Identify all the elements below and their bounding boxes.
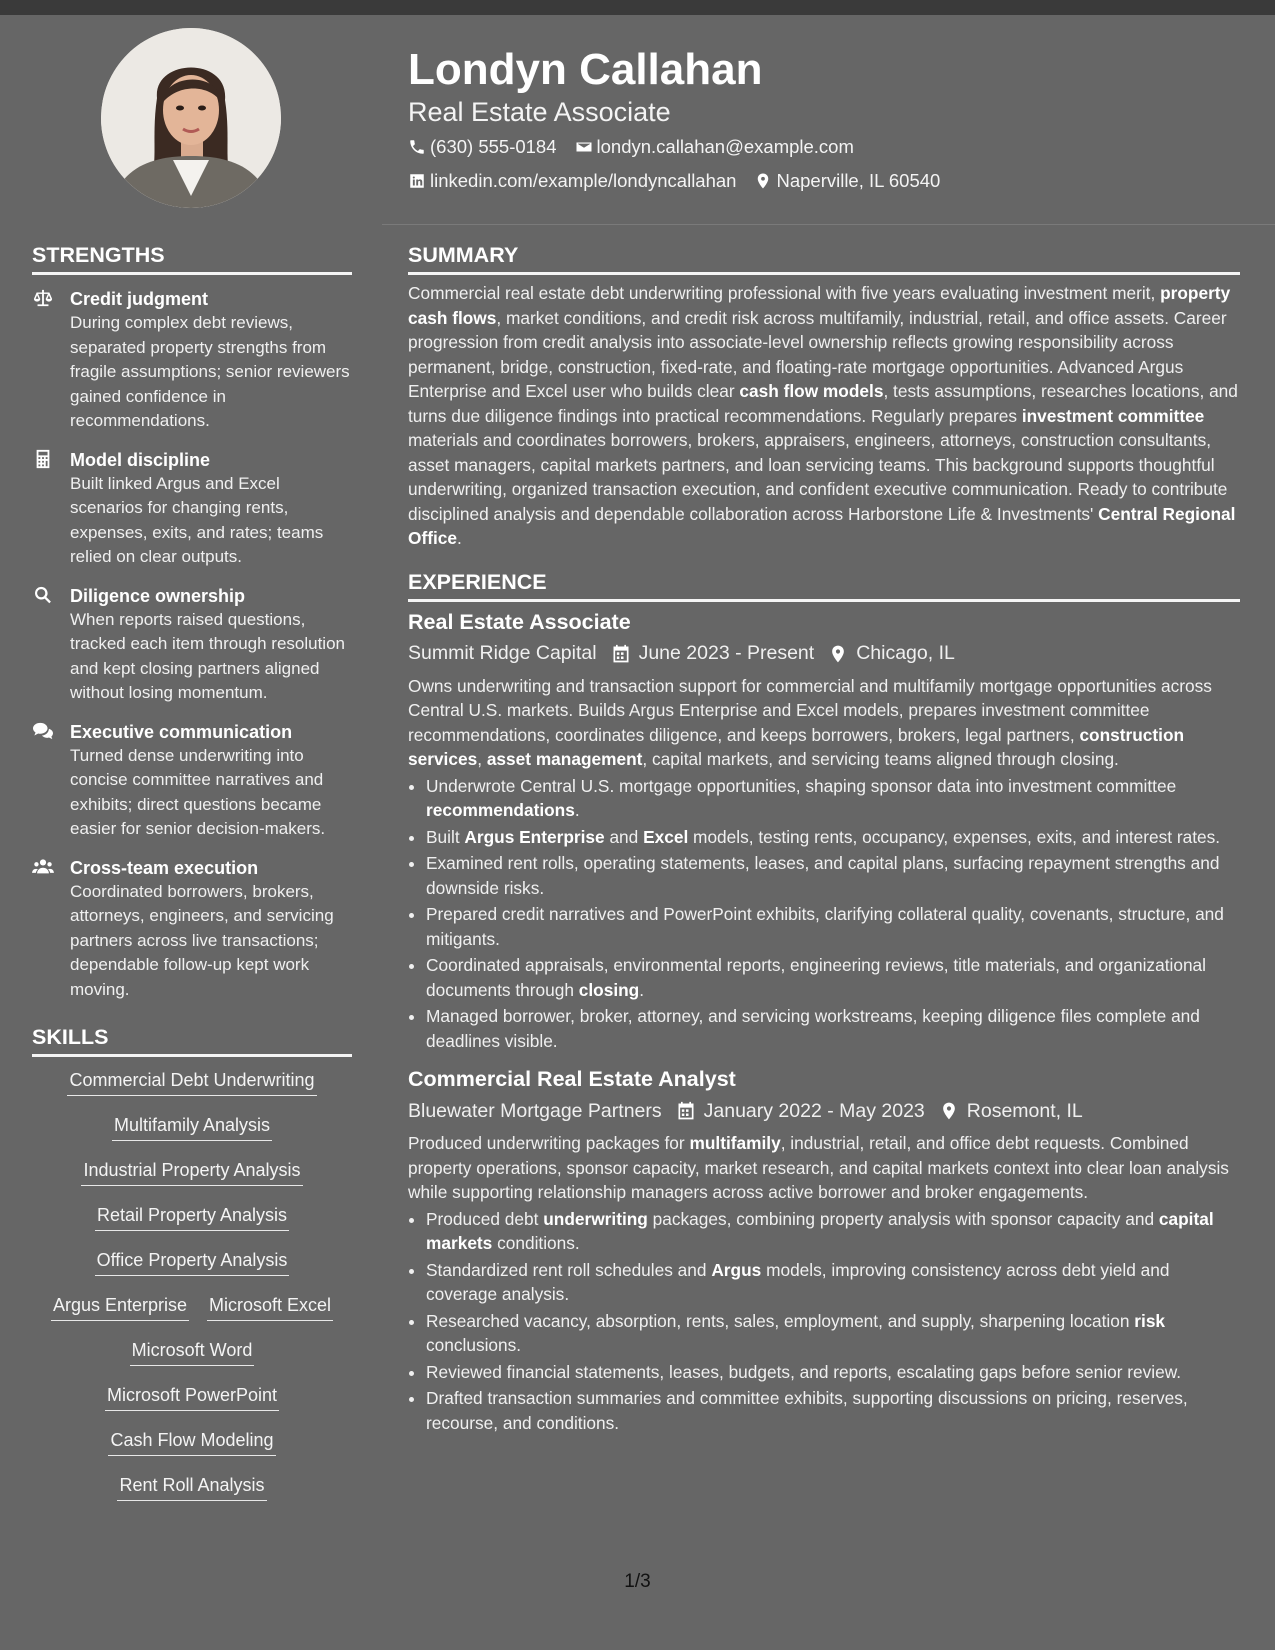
job-bullet [426,1258,1240,1307]
job-bullet [426,1386,1240,1435]
job-bullets [408,774,1240,1054]
skills-list [32,1069,352,1519]
bullet-text: . [574,800,580,820]
skill-tag: Industrial Property Analysis [81,1159,302,1186]
summary-text: materials and coordinates borrowers, brokers, appraisers, engineers, attorneys, construction consultants, asset managers, capital markets partners, and loan servicing teams. This background supports thoughtful underwriting, organized transaction execution, and confident executive communication. Ready to contribute disciplined analysis and dependable collaboration across Harborstone Life & Investments' [408,430,1228,524]
contact-email[interactable] [575,136,854,158]
contact-phone[interactable] [408,136,557,158]
job-dates: June 2023 - Present [611,642,815,665]
contact-location [754,170,940,192]
bullet-text: Managed borrower, broker, attorney, and servicing workstreams, keeping diligence files complete and deadlines visible. [426,1006,1200,1051]
map-pin-icon [828,644,848,664]
bullet-text: Drafted transaction summaries and committee exhibits, supporting discussions on pricing, reserves, recourse, and conditions. [426,1388,1188,1433]
job-description-emphasis: construction services [408,724,1185,769]
strength-title: Cross-team execution [70,857,259,878]
strength-item [32,584,352,706]
summary-emphasis: cash flow models [739,381,884,401]
job-description-text: Owns underwriting and transaction support for commercial and multifamily mortgage opportunities across Central U.S. markets. Builds Argus Enterprise and Excel models, prepares investment committee recommendations, coordinates diligence, and keeps borrowers, brokers, legal partners, [408,675,1212,745]
job-bullet [426,825,1240,850]
job-bullet [426,774,1240,823]
contact-row-1 [408,132,1238,162]
job-company: Bluewater Mortgage Partners [408,1099,662,1122]
contact-linkedin[interactable] [408,170,736,192]
bullet-text: and [604,826,644,847]
skill-tag: Cash Flow Modeling [108,1429,275,1456]
job-company: Summit Ridge Capital [408,642,597,664]
strength-desc: Turned dense underwriting into concise committee narratives and exhibits; direct questions became easier for senior decision-makers. [70,745,326,838]
bullet-text: packages, combining property analysis with sponsor capacity and [647,1208,1159,1229]
job-bullet [426,1360,1240,1385]
summary-emphasis: investment committee [1021,405,1205,426]
summary-rule [408,272,1240,275]
summary-text: , market conditions, and credit risk across multifamily, industrial, retail, and office assets. Career progression from credit analysis into associate-level ownership reflects growing responsibility across permanent, bridge, construction, fixed-rate, and floating-rate mortgage opportunities. Advanced Argus Enterprise and Excel user who builds clear [408,307,1227,401]
skill-row [32,1204,352,1249]
skill-tag: Rent Roll Analysis [117,1474,266,1501]
skill-tag: Retail Property Analysis [95,1204,289,1231]
bullet-text: conclusions. [426,1335,522,1355]
phone-text: (630) 555-0184 [430,136,557,157]
job-location: Rosemont, IL [939,1100,1083,1123]
comments-icon [32,721,54,741]
skill-row [32,1474,352,1519]
strengths-heading: STRENGTHS [32,243,165,267]
map-pin-icon [754,172,772,190]
skill-tag: Commercial Debt Underwriting [67,1069,316,1096]
strength-item [32,720,352,842]
job-bullet [426,1207,1240,1256]
envelope-icon [575,138,593,156]
job-title: Commercial Real Estate Analyst [408,1067,736,1091]
bullet-text: Underwrote Central U.S. mortgage opportunities, shaping sponsor data into investment committee [426,775,1177,796]
bullet-text: Coordinated appraisals, environmental reports, engineering reviews, title materials, and organizational documents through [426,955,1207,1000]
strengths-rule [32,272,352,275]
bullet-emphasis: Argus [711,1259,762,1280]
bullet-text: conditions. [492,1233,580,1253]
strength-item [32,287,352,434]
strength-title: Credit judgment [70,289,208,309]
summary-text [408,281,1240,551]
page-indicator: 1/3 [624,1571,651,1592]
bullet-text: Standardized rent roll schedules and [426,1259,712,1280]
experience-heading: EXPERIENCE [408,569,547,594]
summary-emphasis: Central Regional Office [408,503,1236,548]
top-bar [0,0,1275,15]
skill-tag: Argus Enterprise [51,1294,189,1321]
skill-row [32,1294,352,1339]
bullet-text: models, testing rents, occupancy, expenses, exits, and interest rates. [688,826,1221,847]
bullet-emphasis: Argus Enterprise [464,826,605,847]
summary-emphasis: property cash flows [408,283,1231,328]
linkedin-text: linkedin.com/example/londyncallahan [430,170,737,191]
skill-tag: Microsoft Word [130,1339,255,1366]
header-divider [382,224,1275,225]
linkedin-icon [408,172,426,190]
search-icon [32,585,54,605]
skills-rule [32,1054,352,1057]
strength-desc: Coordinated borrowers, brokers, attorneys, engineers, and servicing partners across live transactions; dependable follow-up kept work moving. [70,881,334,999]
portrait-image [101,28,281,208]
bullet-emphasis: capital markets [426,1208,1214,1253]
email-text: londyn.callahan@example.com [596,136,854,157]
job-entry [408,608,1240,1054]
strength-desc: When reports raised questions, tracked each item through resolution and kept closing partners aligned without losing momentum. [70,609,345,702]
bullet-text: Built [426,826,465,847]
job-description-emphasis: asset management [486,749,643,769]
job-bullets [408,1207,1240,1436]
users-icon [32,857,54,877]
summary-text: Commercial real estate debt underwriting professional with five years evaluating investment merit, [408,283,1161,303]
job-entry [408,1065,1240,1435]
skill-tag: Microsoft Excel [207,1294,333,1321]
job-description-text: , capital markets, and servicing teams aligned through closing. [642,749,1119,769]
candidate-title: Real Estate Associate [408,97,671,127]
profile-photo [101,28,281,208]
job-location: Chicago, IL [828,642,955,665]
job-description-emphasis: multifamily [689,1133,781,1153]
experience-list [408,608,1240,1436]
bullet-text: Produced debt [426,1208,544,1229]
experience-rule [408,599,1240,602]
bullet-emphasis: underwriting [543,1208,648,1229]
location-text: Naperville, IL 60540 [776,170,941,191]
summary-heading: SUMMARY [408,243,519,267]
bullet-text: Researched vacancy, absorption, rents, sales, employment, and supply, sharpening location [426,1310,1135,1331]
calendar-icon [611,644,631,664]
bullet-text: . [639,979,645,1000]
strength-desc: Built linked Argus and Excel scenarios for changing rents, expenses, exits, and rates; teams relied on clear outputs. [70,473,324,566]
calculator-icon [32,449,54,469]
strength-item [32,448,352,570]
resume-header [408,42,1238,196]
job-description-text: , [477,749,487,769]
job-dates: January 2022 - May 2023 [676,1100,925,1123]
job-description-text: , industrial, retail, and office debt requests. Combined property operations, sponsor capacity, market research, and capital markets context into clear loan analysis while supporting relationship managers across active borrower and broker engagements. [408,1133,1229,1202]
skills-heading: SKILLS [32,1025,109,1049]
bullet-text: Examined rent rolls, operating statements, leases, and capital plans, surfacing repayment strengths and downside risks. [426,853,1220,898]
bullet-text: models, improving consistency across debt yield and coverage analysis. [426,1259,1170,1304]
phone-icon [408,138,426,156]
skill-row [32,1429,352,1474]
job-bullet [426,953,1240,1002]
right-column [408,242,1240,1437]
strength-title: Diligence ownership [70,585,246,606]
job-meta [408,1095,1240,1127]
job-description [408,1131,1240,1205]
summary-text: , tests assumptions, researches locations, and turns due diligence findings into practical recommendations. Regularly prepares [408,381,1238,426]
skill-row [32,1339,352,1384]
job-description-text: Produced underwriting packages for [408,1133,690,1153]
calendar-icon [676,1101,696,1121]
summary-text: . [456,528,462,548]
bullet-emphasis: closing [578,979,640,1000]
bullet-emphasis: Excel [643,826,689,847]
skill-row [32,1069,352,1114]
contact-row-2 [408,166,1238,196]
job-description [408,674,1240,772]
skill-tag: Multifamily Analysis [112,1114,272,1141]
strength-desc: During complex debt reviews, separated property strengths from fragile assumptions; senior reviewers gained confidence in recommendations. [70,313,350,430]
job-bullet [426,1004,1240,1053]
strength-item [32,856,352,1003]
job-bullet [426,851,1240,900]
left-column [32,242,352,1519]
skill-row [32,1384,352,1429]
bullet-text: Reviewed financial statements, leases, budgets, and reports, escalating gaps before senior review. [426,1361,1182,1382]
skill-row [32,1159,352,1204]
bullet-emphasis: risk [1134,1310,1166,1331]
job-bullet [426,902,1240,951]
job-bullet [426,1309,1240,1358]
bullet-emphasis: recommendations [426,800,575,820]
skill-tag: Office Property Analysis [95,1249,290,1276]
job-title: Real Estate Associate [408,609,631,634]
scale-icon [32,288,54,308]
map-pin-icon [939,1101,959,1121]
candidate-name: Londyn Callahan [408,45,763,94]
skill-row [32,1249,352,1294]
skill-tag: Microsoft PowerPoint [105,1384,279,1411]
skill-row [32,1114,352,1159]
bullet-text: Prepared credit narratives and PowerPoint exhibits, clarifying collateral quality, covenants, structure, and mitigants. [426,904,1224,949]
strength-title: Model discipline [70,449,211,470]
job-meta [408,638,1240,670]
strength-title: Executive communication [70,721,293,742]
